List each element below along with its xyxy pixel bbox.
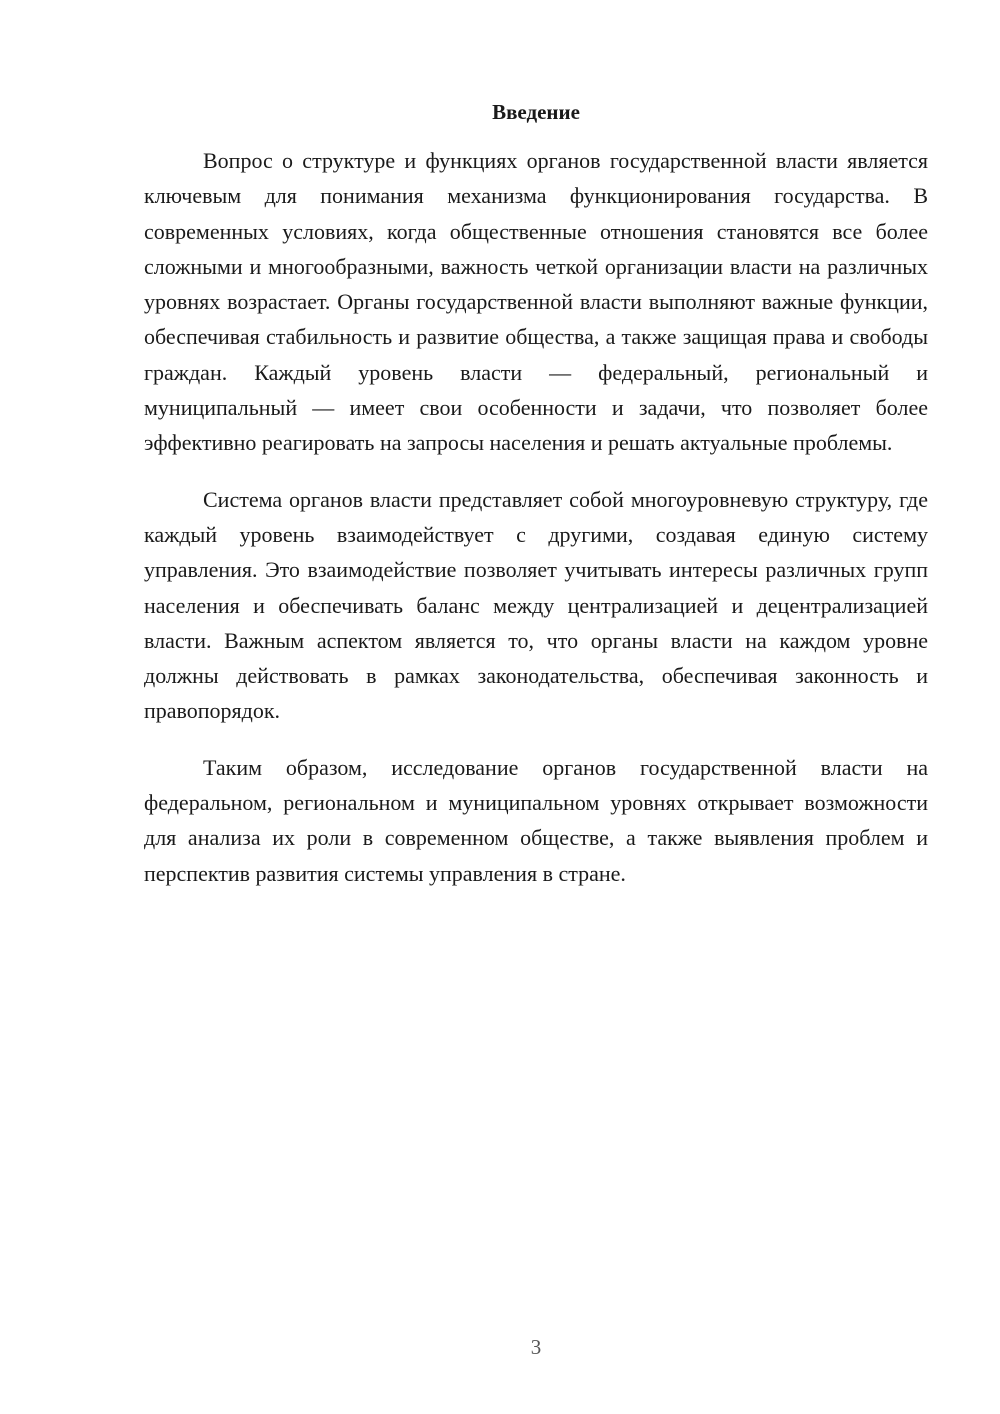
page-number: 3 <box>530 1335 542 1359</box>
paragraph-3: Таким образом, исследование органов государственной власти на федеральном, региональном и муниципальном уровнях открывает возможности для анализа их роли в современном обществе, а также выявления проблем и перспектив развития системы управления в стране. <box>144 754 928 886</box>
paragraph-1: Вопрос о структуре и функциях органов государственной власти является ключевым для понимания механизма функционирования государства. В современных условиях, когда общественные отношения становятся все более сложными и многообразными, важность четкой организации власти на различных уровнях возрастает. Органы государственной власти выполняют важные функции, обеспечивая стабильность и развитие общества, а также защищая права и свободы граждан. Каждый уровень власти — федеральный, региональный и муниципальный — имеет свои особенности и задачи, что позволяет более эффективно реагировать на запросы населения и решать актуальные проблемы. <box>144 148 928 456</box>
section-heading: Введение <box>492 100 580 124</box>
body-text <box>144 143 928 912</box>
paragraph-2: Система органов власти представляет собой многоуровневую структуру, где каждый уровень взаимодействует с другими, создавая единую систему управления. Это взаимодействие позволяет учитывать интересы различных групп населения и обеспечивать баланс между централизацией и децентрализацией власти. Важным аспектом является то, что органы власти на каждом уровне должны действовать в рамках законодательства, обеспечивая законность и правопорядок. <box>144 486 928 724</box>
